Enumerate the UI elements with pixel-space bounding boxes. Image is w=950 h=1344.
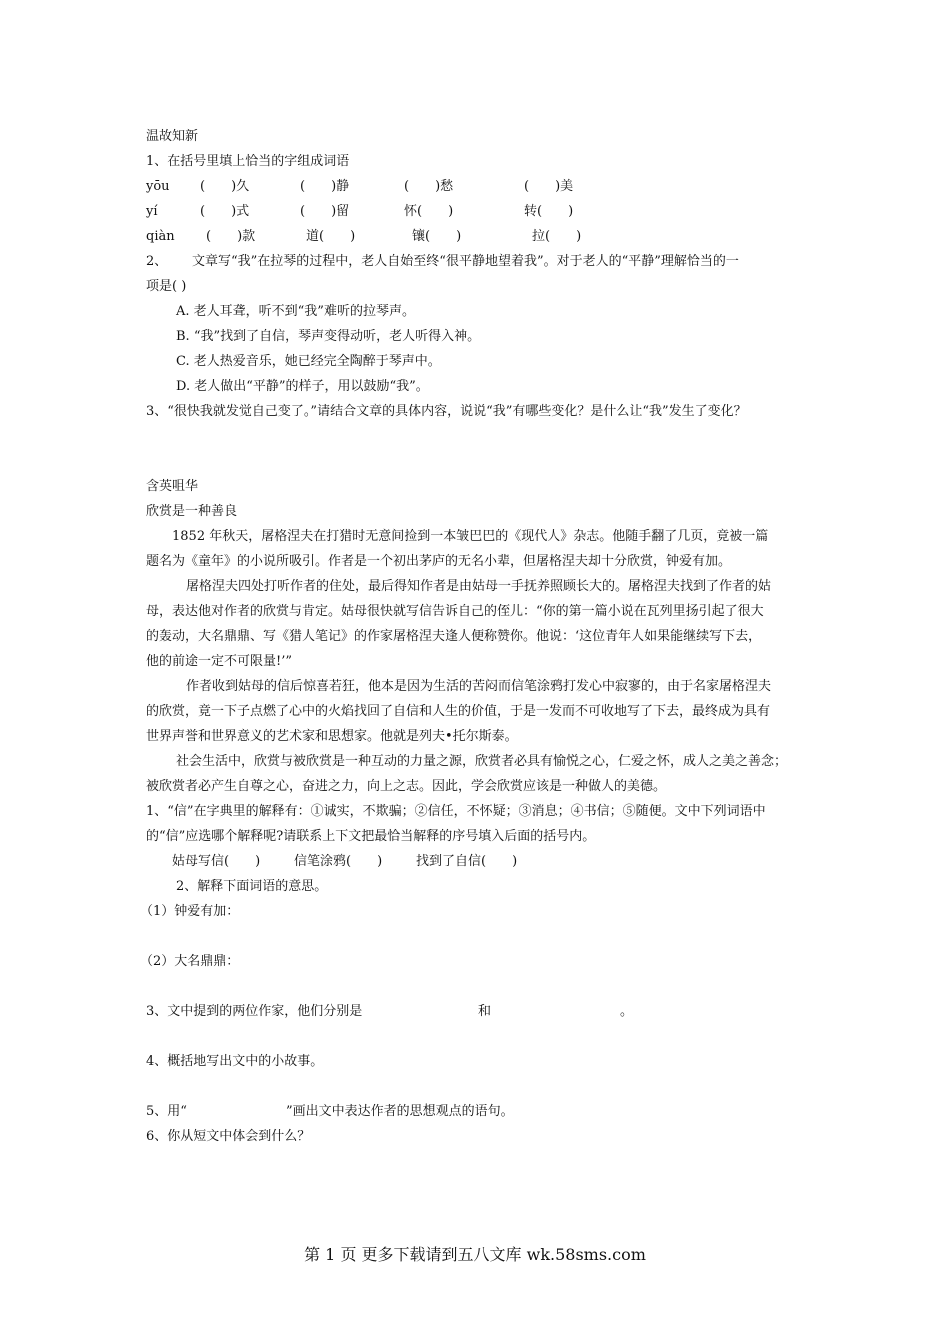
paragraph-1-line: 题名为《童年》的小说所吸引。作者是一个初出茅庐的无名小辈，但屠格涅夫却十分欣赏，钟爱有加。	[146, 554, 732, 569]
question-1: 1、在括号里填上恰当的字组成词语	[146, 154, 350, 169]
blank-item: ( )款	[206, 229, 256, 244]
paragraph-2-line: 母，表达他对作者的欣赏与肯定。姑母很快就写信告诉自己的侄儿：“你的第一篇小说在瓦列里扬引起了很大	[146, 604, 764, 619]
paragraph-2-line: 屠格涅夫四处打听作者的住处，最后得知作者是由姑母一手抚养照顾长大的。屠格涅夫找到了作者的姑	[186, 579, 772, 594]
paragraph-3-line: 作者收到姑母的信后惊喜若狂，他本是因为生活的苦闷而信笔涂鸦打发心中寂寥的，由于名家屠格涅夫	[186, 679, 772, 694]
blank-item: ( )式	[200, 204, 250, 219]
blank-item: ( )久	[200, 179, 250, 194]
paragraph-3-line: 世界声誉和世界意义的艺术家和思想家。他就是列夫•托尔斯泰。	[146, 729, 518, 744]
blank-item: ( )留	[300, 204, 350, 219]
blank-item: ( )静	[300, 179, 350, 194]
reading-question-1-line1: 1、“信”在字典里的解释有：①诚实，不欺骗；②信任，不怀疑；③消息；④书信；⑤随便。文中下列词语中	[146, 804, 766, 819]
pinyin-row-qian	[146, 228, 175, 246]
paragraph-2-line: 的轰动，大名鼎鼎、写《猎人笔记》的作家屠格涅夫逢人便称赞你。他说：‘这位青年人如果能继续写下去，	[146, 629, 762, 644]
reading-question-4: 4、概括地写出文中的小故事。	[146, 1054, 324, 1069]
pinyin-row-you	[146, 178, 170, 196]
blank-item: 转( )	[524, 204, 574, 219]
reading-question-5-start: 5、用“	[146, 1104, 187, 1119]
option-b: B. “我”找到了自信，琴声变得动听，老人听得入神。	[176, 329, 481, 344]
fill-item: 姑母写信( )	[172, 854, 261, 869]
pinyin: yí	[146, 204, 158, 219]
reading-question-6: 6、你从短文中体会到什么？	[146, 1129, 311, 1144]
paragraph-3-line: 的欣赏，竟一下子点燃了心中的火焰找回了自信和人生的价值，于是一发而不可收地写了下去，最终成为具有	[146, 704, 771, 719]
reading-question-2: 2、解释下面词语的意思。	[176, 879, 328, 894]
article-title: 欣赏是一种善良	[146, 504, 238, 519]
paragraph-4-line: 社会生活中，欣赏与被欣赏是一种互动的力量之源，欣赏者必具有愉悦之心，仁爱之怀，成人之美之善念；	[176, 754, 788, 769]
question-3: 3、“很快我就发觉自己变了。”请结合文章的具体内容，说说“我”有哪些变化？是什么让“我”发生了变化？	[146, 404, 747, 419]
blank-item: 镶( )	[412, 229, 462, 244]
reading-question-1-line2: 的“信”应选哪个解释呢?请联系上下文把最恰当解释的序号填入后面的括号内。	[146, 829, 596, 844]
paragraph-2-line: 他的前途一定不可限量!’”	[146, 654, 293, 669]
blank-item: 拉( )	[532, 229, 582, 244]
paragraph-1-line: 1852 年秋天，屠格涅夫在打猎时无意间捡到一本皱巴巴的《现代人》杂志。他随手翻了几页，竟被一篇	[172, 529, 769, 544]
option-a: A. 老人耳聋，听不到“我”难听的拉琴声。	[176, 304, 415, 319]
blank-item: ( )美	[524, 179, 574, 194]
question-2-line2: 项是( )	[146, 279, 187, 294]
blank-item: ( )愁	[404, 179, 454, 194]
reading-question-3-and: 和	[478, 1004, 492, 1019]
reading-question-5-end: ”画出文中表达作者的思想观点的语句。	[286, 1104, 514, 1119]
reading-question-2-1: （1）钟爱有加：	[140, 904, 240, 919]
section-title-reading: 含英咀华	[146, 479, 199, 494]
pinyin: yōu	[146, 179, 170, 194]
question-2-line1: 文章写“我”在拉琴的过程中，老人自始至终“很平静地望着我”。对于老人的“平静”理解恰当的一	[192, 254, 739, 269]
paragraph-4-line: 被欣赏者必产生自尊之心，奋进之力，向上之志。因此，学会欣赏应该是一种做人的美德。	[146, 779, 667, 794]
reading-question-2-2: （2）大名鼎鼎：	[140, 954, 240, 969]
section-title-review: 温故知新	[146, 129, 199, 144]
blank-item: 怀( )	[404, 204, 454, 219]
option-d: D. 老人做出“平静”的样子，用以鼓励“我”。	[176, 379, 429, 394]
pinyin: qiàn	[146, 229, 175, 244]
fill-item: 信笔涂鸦( )	[294, 854, 383, 869]
reading-question-3: 3、文中提到的两位作家，他们分别是	[146, 1004, 363, 1019]
question-2-number: 2、	[146, 254, 168, 269]
fill-item: 找到了自信( )	[416, 854, 518, 869]
page-footer: 第 1 页 更多下载请到五八文库 wk.58sms.com	[304, 1245, 646, 1264]
option-c: C. 老人热爱音乐，她已经完全陶醉于琴声中。	[176, 354, 441, 369]
reading-question-3-end: 。	[620, 1004, 634, 1019]
blank-item: 道( )	[306, 229, 356, 244]
pinyin-row-yi	[146, 203, 158, 221]
